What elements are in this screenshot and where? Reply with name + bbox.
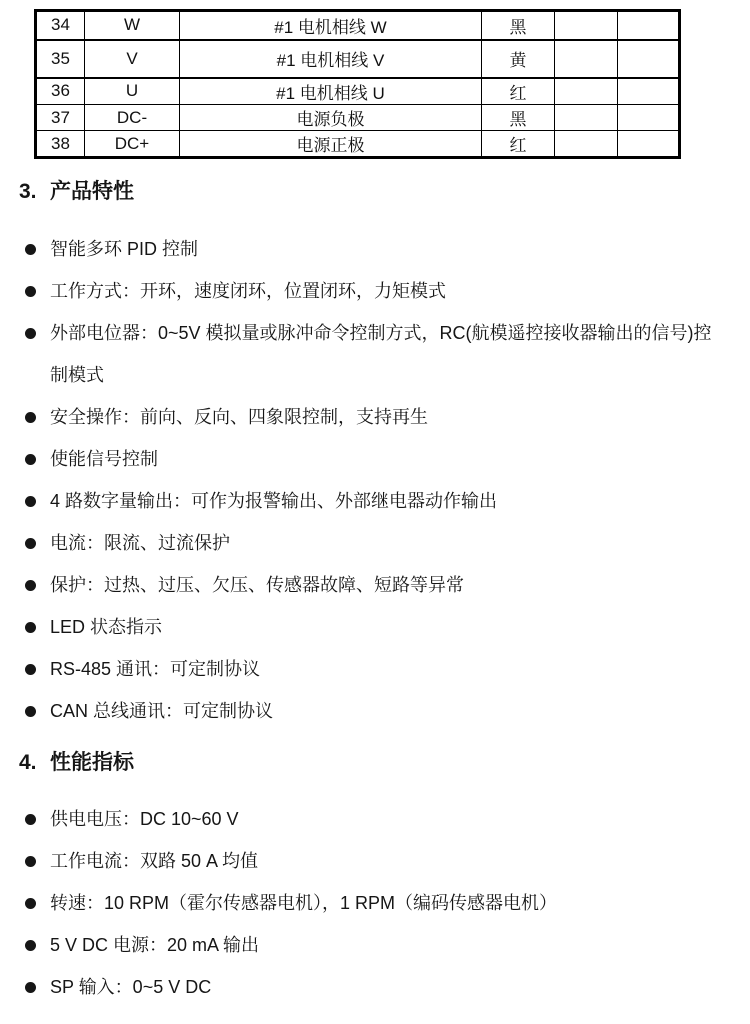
empty-cell (555, 105, 618, 131)
feature-item (0, 270, 750, 312)
wire-color-cell: 红 (482, 131, 555, 158)
section-title: 产品特性 (50, 180, 134, 203)
feature-item (0, 606, 750, 648)
pin-no-cell: 35 (36, 40, 85, 78)
bullet-icon (25, 856, 36, 867)
empty-cell (555, 40, 618, 78)
section-title: 性能指标 (50, 751, 134, 774)
feature-item (0, 438, 750, 480)
feature-text: 工作方式：开环，速度闭环，位置闭环，力矩模式 (50, 281, 446, 301)
bullet-icon (25, 814, 36, 825)
bullet-icon (25, 538, 36, 549)
feature-text: CAN 总线通讯：可定制协议 (50, 701, 274, 721)
spec-text: SP 输入：0~5 V DC (50, 977, 212, 997)
spec-item (0, 966, 750, 1008)
feature-text: LED 状态指示 (50, 617, 163, 637)
pin-name-cell: U (85, 78, 180, 105)
feature-list (0, 228, 750, 732)
bullet-icon (25, 622, 36, 633)
bullet-icon (25, 286, 36, 297)
pin-name-cell: DC- (85, 105, 180, 131)
feature-item (0, 396, 750, 438)
feature-item (0, 690, 750, 732)
empty-cell (618, 11, 680, 40)
feature-text: 保护：过热、过压、欠压、传感器故障、短路等异常 (50, 575, 464, 595)
spec-item (0, 924, 750, 966)
pin-no-cell: 34 (36, 11, 85, 40)
pin-name-cell: V (85, 40, 180, 78)
feature-text: RS-485 通讯：可定制协议 (50, 659, 261, 679)
empty-cell (618, 40, 680, 78)
empty-cell (555, 131, 618, 158)
pin-table (34, 9, 681, 159)
bullet-icon (25, 244, 36, 255)
spec-text: 转速：10 RPM（霍尔传感器电机），1 RPM（编码传感器电机） (50, 893, 558, 913)
pin-desc-cell: #1 电机相线 U (180, 78, 482, 105)
feature-text: 使能信号控制 (50, 449, 158, 469)
bullet-icon (25, 982, 36, 993)
empty-cell (555, 11, 618, 40)
pin-no-cell: 38 (36, 131, 85, 158)
bullet-icon (25, 898, 36, 909)
spec-item (0, 840, 750, 882)
table-row (36, 131, 680, 158)
table-row (36, 11, 680, 40)
spec-list (0, 798, 750, 1008)
feature-text: 安全操作：前向、反向、四象限控制，支持再生 (50, 407, 428, 427)
feature-text: 外部电位器：0~5V 模拟量或脉冲命令控制方式，RC(航模遥控接收器输出的信号)控制模式 (50, 323, 712, 385)
table-row (36, 78, 680, 105)
wire-color-cell: 黄 (482, 40, 555, 78)
empty-cell (618, 78, 680, 105)
wire-color-cell: 黑 (482, 105, 555, 131)
bullet-icon (25, 706, 36, 717)
section-number: 3. (19, 180, 37, 203)
wire-color-cell: 黑 (482, 11, 555, 40)
section-heading-performance-specs (0, 742, 750, 784)
feature-item (0, 648, 750, 690)
empty-cell (618, 105, 680, 131)
pin-desc-cell: 电源正极 (180, 131, 482, 158)
bullet-icon (25, 412, 36, 423)
section-heading-product-features (0, 171, 750, 213)
feature-item (0, 480, 750, 522)
section-number: 4. (19, 751, 37, 774)
wire-color-cell: 红 (482, 78, 555, 105)
table-row (36, 40, 680, 78)
spec-item (0, 798, 750, 840)
bullet-icon (25, 454, 36, 465)
feature-text: 电流：限流、过流保护 (50, 533, 230, 553)
bullet-icon (25, 664, 36, 675)
table-row (36, 105, 680, 131)
bullet-icon (25, 496, 36, 507)
feature-item (0, 228, 750, 270)
bullet-icon (25, 328, 36, 339)
feature-text: 智能多环 PID 控制 (50, 239, 199, 259)
spec-text: 供电电压：DC 10~60 V (50, 809, 239, 829)
spec-text: 5 V DC 电源：20 mA 输出 (50, 935, 260, 955)
pin-no-cell: 36 (36, 78, 85, 105)
feature-item (0, 564, 750, 606)
spec-text: 工作电流：双路 50 A 均值 (50, 851, 259, 871)
pin-no-cell: 37 (36, 105, 85, 131)
bullet-icon (25, 940, 36, 951)
spec-item (0, 882, 750, 924)
pin-desc-cell: #1 电机相线 W (180, 11, 482, 40)
pin-desc-cell: 电源负极 (180, 105, 482, 131)
pin-desc-cell: #1 电机相线 V (180, 40, 482, 78)
pin-name-cell: W (85, 11, 180, 40)
empty-cell (618, 131, 680, 158)
feature-item (0, 522, 750, 564)
feature-text: 4 路数字量输出：可作为报警输出、外部继电器动作输出 (50, 491, 498, 511)
bullet-icon (25, 580, 36, 591)
feature-item (0, 312, 750, 396)
pin-name-cell: DC+ (85, 131, 180, 158)
empty-cell (555, 78, 618, 105)
